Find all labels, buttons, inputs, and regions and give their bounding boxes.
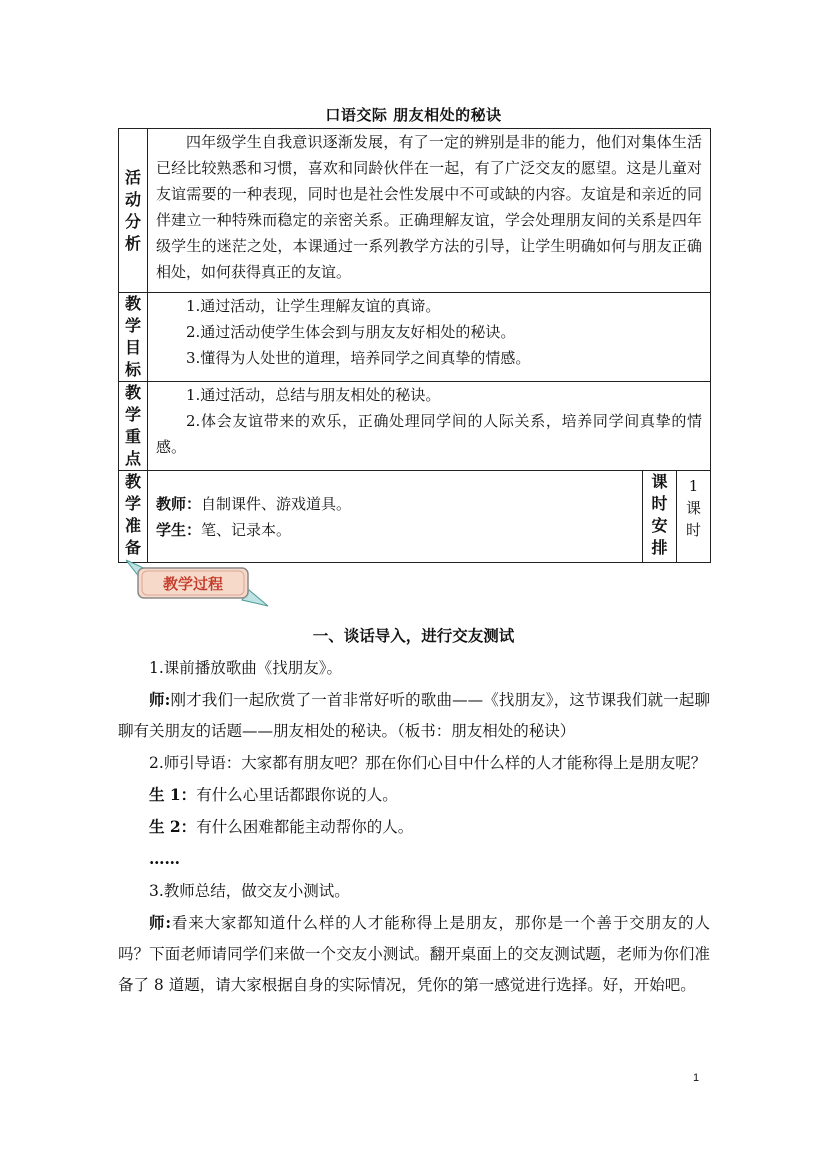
lesson-plan-table bbox=[118, 128, 711, 563]
preparation-content bbox=[148, 471, 643, 563]
preparation-label: 教 学 准 备 bbox=[119, 471, 148, 563]
key-points-label: 教 学 重 点 bbox=[119, 382, 148, 471]
key-points-content bbox=[148, 382, 711, 471]
lesson-body bbox=[118, 652, 710, 1001]
analysis-content bbox=[148, 129, 711, 293]
page-title: 口语交际 朋友相处的秘诀 bbox=[325, 106, 502, 124]
prep-student-label: 学生： bbox=[156, 520, 202, 539]
analysis-text: 四年级学生自我意识逐渐发展，有了一定的辨别是非的能力，他们对集体生活已经比较熟悉和习惯，喜欢和同龄伙伴在一起，有了广泛交友的愿望。这是儿童对友谊需要的一种表现，同时也是社会性发展中不可或缺的内容。友谊是和亲近的同伴建立一种特殊而稳定的亲密关系。正确理解友谊，学会处理朋友间的关系是四年级学生的迷茫之处，本课通过一系列教学方法的引导，让学生明确如何与朋友正确相处，如何获得真正的友谊。 bbox=[156, 133, 703, 281]
prep-student-text: 笔、记录本。 bbox=[201, 520, 292, 539]
page-number: 1 bbox=[693, 1072, 700, 1084]
paragraph: 生 1：有什么心里话都跟你说的人。 bbox=[149, 785, 398, 804]
section-heading: 一、谈话导入，进行交友测试 bbox=[312, 626, 515, 645]
paragraph: 1.课前播放歌曲《找朋友》。 bbox=[149, 659, 343, 677]
goals-content bbox=[148, 293, 711, 382]
hours-value: 1 课 时 bbox=[677, 471, 711, 563]
goals-label: 教 学 目 标 bbox=[119, 293, 148, 382]
key-points-row bbox=[119, 382, 711, 471]
analysis-row bbox=[119, 129, 711, 293]
goals-row bbox=[119, 293, 711, 382]
paragraph: …… bbox=[149, 849, 180, 868]
goal-item: 1.通过活动，让学生理解友谊的真谛。 bbox=[186, 297, 441, 315]
goal-item: 3.懂得为人处世的道理，培养同学之间真挚的情感。 bbox=[186, 349, 531, 367]
goal-item: 2.通过活动使学生体会到与朋友友好相处的秘诀。 bbox=[186, 323, 516, 341]
paragraph: 师:刚才我们一起欣赏了一首非常好听的歌曲——《找朋友》，这节课我们就一起聊聊有关朋友的话题——朋友相处的秘诀。（板书：朋友相处的秘诀） bbox=[118, 690, 710, 740]
analysis-label: 活 动 分 析 bbox=[119, 129, 148, 293]
key-point-item: 1.通过活动，总结与朋友相处的秘诀。 bbox=[186, 386, 441, 404]
paragraph: 3.教师总结，做交友小测试。 bbox=[149, 882, 350, 900]
key-point-item: 2.体会友谊带来的欢乐，正确处理同学间的人际关系，培养同学间真挚的情感。 bbox=[156, 412, 703, 456]
preparation-row bbox=[119, 471, 711, 563]
paragraph: 2.师引导语：大家都有朋友吧？那在你们心目中什么样的人才能称得上是朋友呢？ bbox=[149, 754, 707, 772]
paragraph: 生 2：有什么困难都能主动帮你的人。 bbox=[149, 817, 414, 836]
paragraph: 师:看来大家都知道什么样的人才能称得上是朋友，那你是一个善于交朋友的人吗？下面老师请同学们来做一个交友小测试。翻开桌面上的交友测试题，老师为你们准备了 8 道题，请大家根据自身的实际情况，凭你的第一感觉进行选择。好，开始吧。 bbox=[118, 913, 710, 994]
teaching-process-badge bbox=[126, 558, 271, 612]
prep-teacher-label: 教师： bbox=[156, 494, 202, 513]
paper-plane-icon bbox=[126, 558, 271, 612]
prep-teacher-text: 自制课件、游戏道具。 bbox=[201, 494, 352, 513]
hours-label: 课 时 安 排 bbox=[643, 471, 677, 563]
badge-text: 教学过程 bbox=[162, 575, 224, 593]
